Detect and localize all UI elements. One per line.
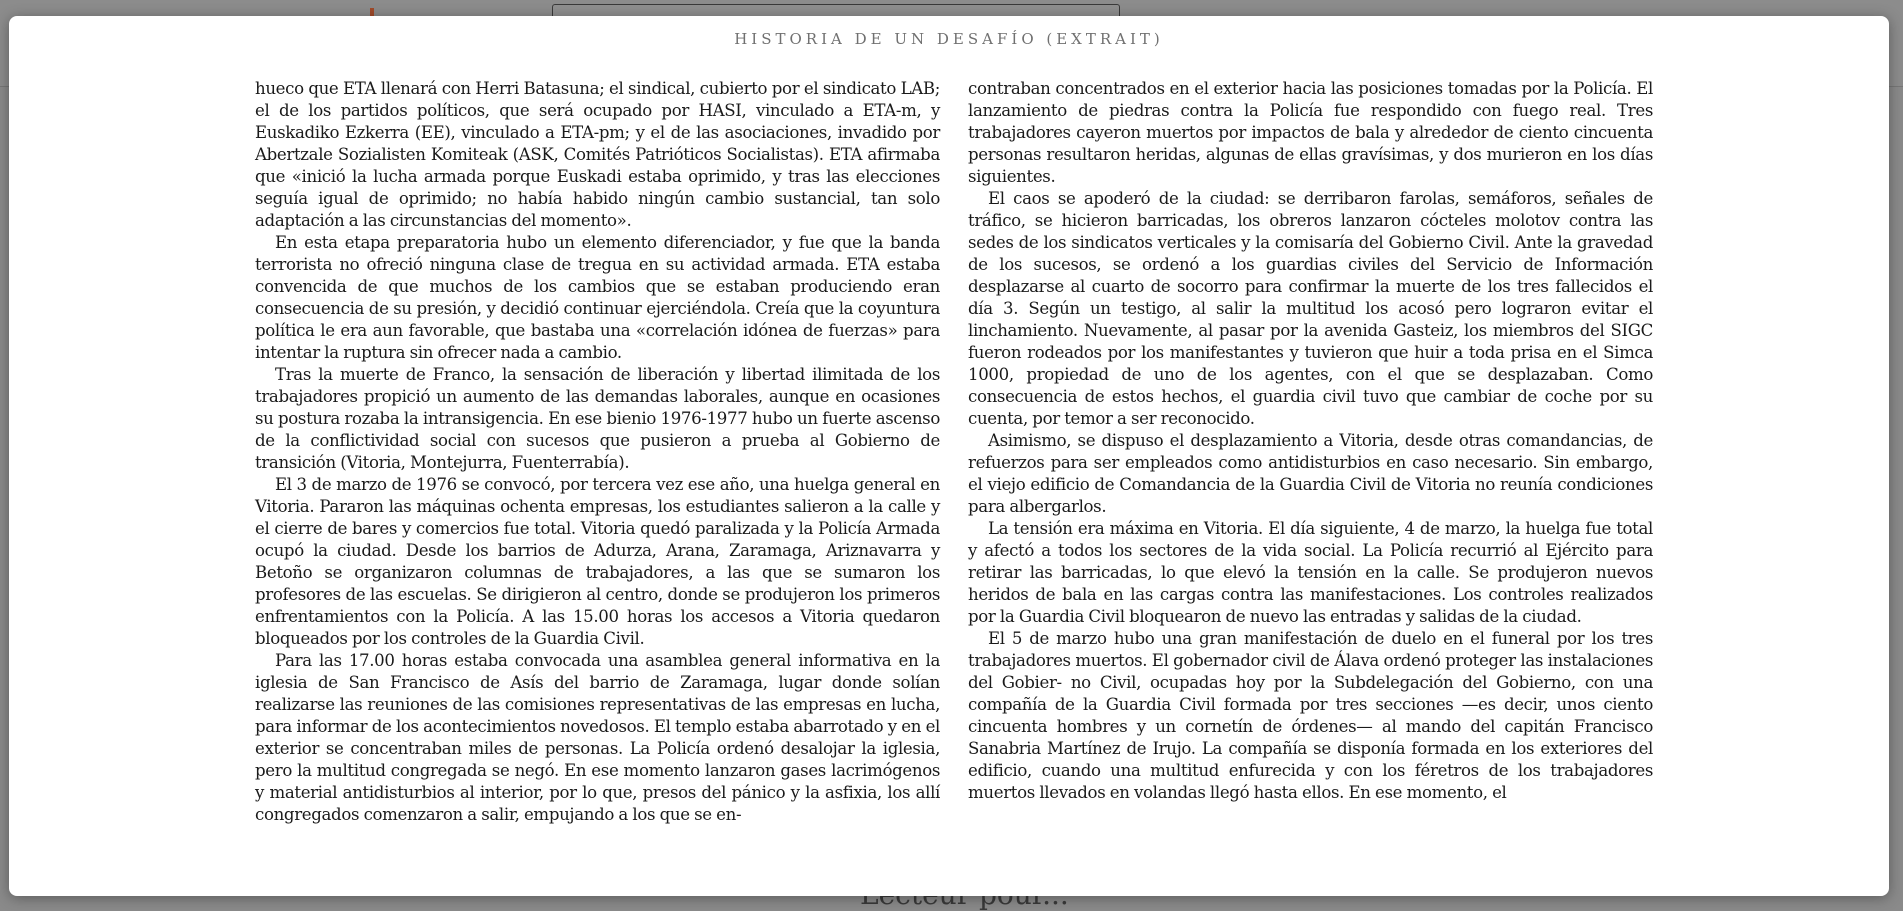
paragraph: La tensión era máxima en Vitoria. El día siguiente, 4 de marzo, la huelga fue total y afectó a todos los sectores de la vida social. La Policía recurrió al Ejército para retirar las barricadas, lo que elevó la tensión en la calle. Se produjeron nuevos heridos de bala en las cargas contra las manifestaciones. Los controles realizados por la Guardia Civil bloquearon de nuevo las entradas y salidas de la ciudad. xyxy=(968,519,1653,626)
left-column xyxy=(255,78,940,826)
modal-title: HISTORIA DE UN DESAFÍO (EXTRAIT) xyxy=(734,30,1164,48)
paragraph: Asimismo, se dispuso el desplazamiento a Vitoria, desde otras comandancias, de refuerzos para ser empleados como antidisturbios en caso necesario. Sin embargo, el viejo edificio de Comandancia de la Guardia Civil de Vitoria no reunía condiciones para albergarlos. xyxy=(968,431,1653,516)
right-column xyxy=(968,78,1653,826)
paragraph: El 5 de marzo hubo una gran manifestación de duelo en el funeral por los tres trabajadores muertos. El gobernador civil de Álava ordenó proteger las instalaciones del Gobier- no Civil, ocupadas hoy por la Subdelegación del Gobierno, con una compañía de la Guardia Civil formada por tres secciones —es decir, unos ciento cincuenta hombres y un cornetín de órdenes— al mando del capitán Francisco Sanabria Martínez de Irujo. La compañía se disponía formada en los exteriores del edificio, cuando una multitud enfurecida y con los féretros de los trabajadores muertos llevados en volandas llegó hasta ellos. En ese momento, el xyxy=(968,629,1653,802)
paragraph: El 3 de marzo de 1976 se convocó, por tercera vez ese año, una huelga general en Vitoria. Pararon las máquinas ochenta empresas, los estudiantes salieron a la calle y el cierre de bares y comercios fue total. Vitoria quedó paralizada y la Policía Armada ocupó la ciudad. Desde los barrios de Adurza, Arana, Zaramaga, Ariznavarra y Betoño se organizaron columnas de trabajadores, a las que se sumaron los profesores de las escuelas. Se dirigieron al centro, donde se produjeron los primeros enfrentamientos con la Policía. A las 15.00 horas los accesos a Vitoria quedaron bloqueados por los controles de la Guardia Civil. xyxy=(255,475,940,648)
excerpt-modal xyxy=(9,16,1889,896)
paragraph: Para las 17.00 horas estaba convocada una asamblea general informativa en la iglesia de San Francisco de Asís del barrio de Zaramaga, lugar donde solían realizarse las reuniones de las comisiones representativas de las empresas en lucha, para informar de los acontecimientos novedosos. El templo estaba abarrotado y en el exterior se concentraban miles de personas. La Policía ordenó desalojar la iglesia, pero la multitud congregada se negó. En ese momento lanzaron gases lacrimógenos y material antidisturbios al interior, por lo que, presos del pánico y la asfixia, los allí congregados comenzaron a salir, empujando a los que se en- xyxy=(255,651,940,824)
paragraph: Tras la muerte de Franco, la sensación de liberación y libertad ilimitada de los trabajadores propició un aumento de las demandas laborales, aunque en ocasiones su postura rozaba la intransigencia. En ese bienio 1976-1977 hubo un fuerte ascenso de la conflictividad social con sucesos que pusieron a prueba al Gobierno de transición (Vitoria, Montejurra, Fuenterrabía). xyxy=(255,365,940,472)
paragraph: El caos se apoderó de la ciudad: se derribaron farolas, semáforos, señales de tráfico, se hicieron barricadas, los obreros lanzaron cócteles molotov contra las sedes de los sindicatos verticales y la comisaría del Gobierno Civil. Ante la gravedad de los sucesos, se ordenó a los guardias civiles del Servicio de Información desplazarse al cuarto de socorro para confirmar la muerte de los tres fallecidos el día 3. Según un testigo, al salir la multitud los acosó pero lograron evitar el linchamiento. Nuevamente, al pasar por la avenida Gasteiz, los miembros del SIGC fueron rodeados por los manifestantes y tuvieron que huir a toda prisa en el Simca 1000, propiedad de uno de los agentes, con el que se desplazaban. Como consecuencia de estos hechos, el guardia civil tuvo que cambiar de coche por su cuenta, por temor a ser reconocido. xyxy=(968,189,1653,428)
text-columns xyxy=(255,78,1653,826)
paragraph: hueco que ETA llenará con Herri Batasuna; el sindical, cubierto por el sindicato LAB; el de los partidos políticos, que será ocupado por HASI, vinculado a ETA-m, y Euskadiko Ezkerra (EE), vinculado a ETA-pm; y el de las asociaciones, invadido por Abertzale Sozialisten Komiteak (ASK, Comités Patrióticos Socialistas). ETA afirmaba que «inició la lucha armada porque Euskadi estaba oprimido, y tras las elecciones seguía igual de oprimido; no había habido ningún cambio sustancial, tan solo adaptación a las circunstancias del momento». xyxy=(255,79,940,230)
paragraph: contraban concentrados en el exterior hacia las posiciones tomadas por la Policía. El lanzamiento de piedras contra la Policía fue respondido con fuego real. Tres trabajadores cayeron muertos por impactos de bala y alrededor de ciento cincuenta personas resultaron heridas, algunas de ellas gravísimas, y dos murieron en los días siguientes. xyxy=(968,79,1653,186)
paragraph: En esta etapa preparatoria hubo un elemento diferenciador, y fue que la banda terrorista no ofreció ninguna clase de tregua en su actividad armada. ETA estaba convencida de que muchos de los cambios que se estaban produciendo eran consecuencia de su presión, y decidió continuar ejerciéndola. Creía que la coyuntura política le era aun favorable, que bastaba una «correlación idónea de fuerzas» para intentar la ruptura sin ofrecer nada a cambio. xyxy=(255,233,940,362)
